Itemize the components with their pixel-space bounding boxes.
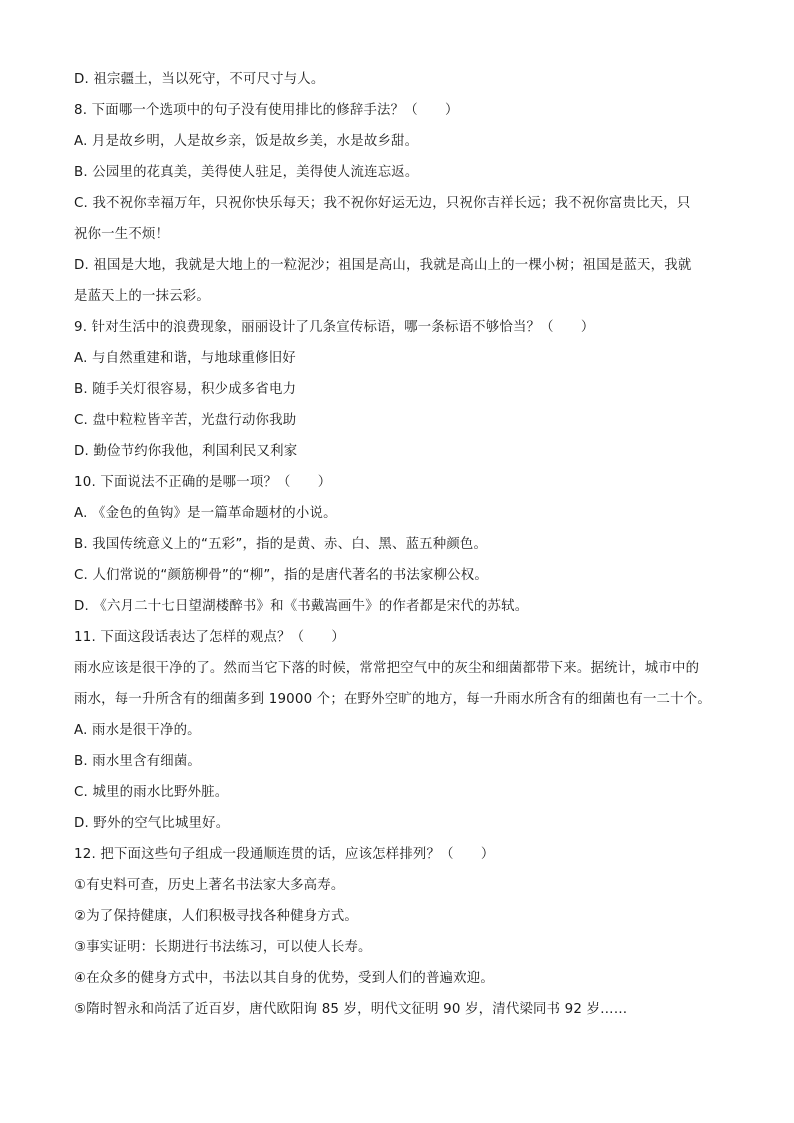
option-line: A. 与自然重建和谐，与地球重修旧好 — [74, 351, 296, 366]
option-line: D. 祖宗疆土，当以死守，不可尺寸与人。 — [74, 72, 325, 87]
option-line: B. 公园里的花真美，美得使人驻足，美得使人流连忘返。 — [74, 165, 419, 180]
passage-line: 雨水，每一升所含有的细菌多到 19000 个；在野外空旷的地方，每一升雨水所含有的细菌也有一二十个。 — [74, 692, 711, 707]
option-line: D. 野外的空气比城里好。 — [74, 816, 230, 831]
question-stem: 9. 针对生活中的浪费现象，丽丽设计了几条宣传标语，哪一条标语不够恰当？（ ） — [74, 320, 595, 335]
option-line: B. 我国传统意义上的“五彩”，指的是黄、赤、白、黑、蓝五种颜色。 — [74, 537, 488, 552]
option-line: 是蓝天上的一抹云彩。 — [74, 289, 210, 304]
option-line: B. 雨水里含有细菌。 — [74, 754, 202, 769]
option-line: D. 《六月二十七日望湖楼醉书》和《书戴嵩画牛》的作者都是宋代的苏轼。 — [74, 599, 529, 614]
option-line: C. 城里的雨水比野外脏。 — [74, 785, 229, 800]
option-line: A. 《金色的鱼钩》是一篇革命题材的小说。 — [74, 506, 337, 521]
option-line: A. 月是故乡明，人是故乡亲，饭是故乡美，水是故乡甜。 — [74, 134, 419, 149]
document-page — [74, 64, 720, 1025]
option-line: D. 祖国是大地，我就是大地上的一粒泥沙；祖国是高山，我就是高山上的一棵小树；祖国是蓝天，我就 — [74, 258, 692, 273]
numbered-sentence: ③事实证明：长期进行书法练习，可以使人长寿。 — [74, 940, 372, 955]
option-line: C. 人们常说的“颜筋柳骨”的“柳”，指的是唐代著名的书法家柳公权。 — [74, 568, 488, 583]
question-stem: 11. 下面这段话表达了怎样的观点？（ ） — [74, 630, 345, 645]
option-line: 祝你一生不烦！ — [74, 227, 170, 242]
numbered-sentence: ④在众多的健身方式中，书法以其自身的优势，受到人们的普遍欢迎。 — [74, 971, 494, 986]
numbered-sentence: ①有史料可查，历史上著名书法家大多高寿。 — [74, 878, 345, 893]
question-stem: 10. 下面说法不正确的是哪一项？（ ） — [74, 475, 332, 490]
numbered-sentence: ⑤隋时智永和尚活了近百岁，唐代欧阳询 85 岁，明代文征明 90 岁，清代梁同书 92 岁…… — [74, 1002, 628, 1017]
question-stem: 8. 下面哪一个选项中的句子没有使用排比的修辞手法？（ ） — [74, 103, 459, 118]
question-stem: 12. 把下面这些句子组成一段通顺连贯的话，应该怎样排列？（ ） — [74, 847, 495, 862]
option-line: D. 勤俭节约你我他，利国利民又利家 — [74, 444, 298, 459]
option-line: B. 随手关灯很容易，积少成多省电力 — [74, 382, 297, 397]
option-line: C. 我不祝你幸福万年，只祝你快乐每天；我不祝你好运无边，只祝你吉祥长远；我不祝你富贵比天，只 — [74, 196, 691, 211]
option-line: A. 雨水是很干净的。 — [74, 723, 201, 738]
passage-line: 雨水应该是很干净的了。然而当它下落的时候，常常把空气中的灰尘和细菌都带下来。据统计，城市中的 — [74, 661, 700, 676]
option-line: C. 盘中粒粒皆辛苦，光盘行动你我助 — [74, 413, 297, 428]
numbered-sentence: ②为了保持健康，人们积极寻找各种健身方式。 — [74, 909, 359, 924]
